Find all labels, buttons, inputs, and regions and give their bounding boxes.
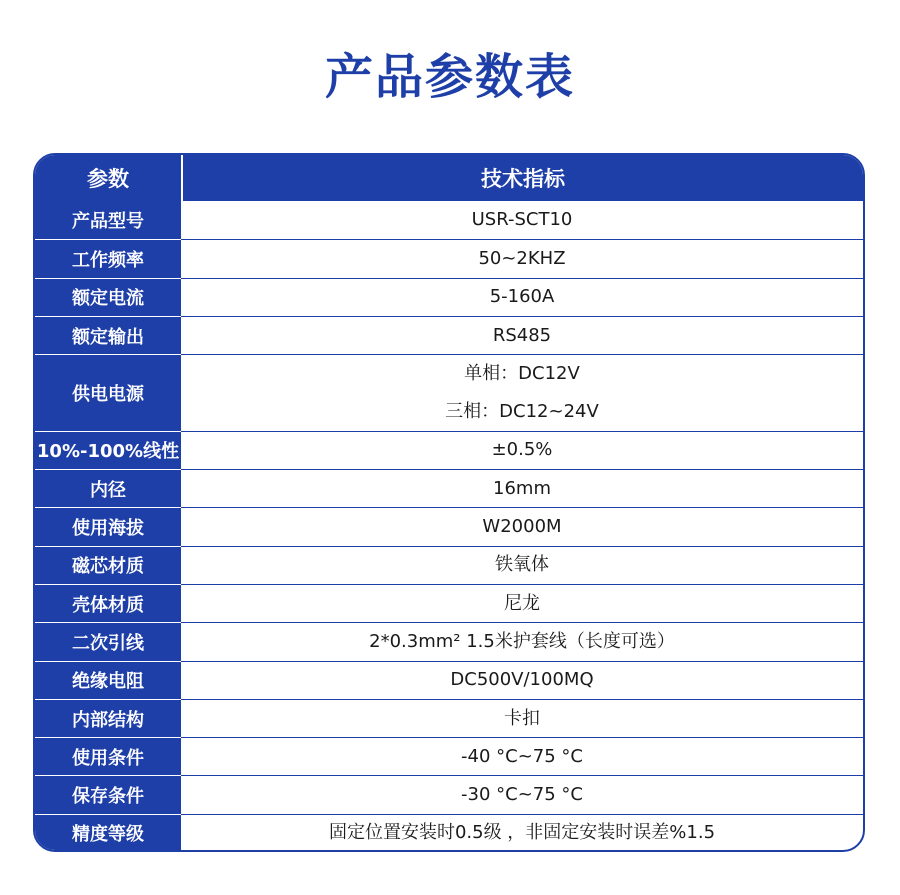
spec-cell bbox=[181, 775, 863, 813]
table-row bbox=[35, 278, 863, 316]
table-row bbox=[35, 775, 863, 813]
spec-line: -40 °C~75 °C bbox=[461, 745, 583, 767]
spec-line: 卡扣 bbox=[504, 707, 540, 729]
spec-line: -30 °C~75 °C bbox=[461, 784, 583, 806]
spec-cell bbox=[181, 622, 863, 660]
spec-cell bbox=[181, 201, 863, 239]
spec-line: 铁氧体 bbox=[495, 554, 549, 576]
param-cell: 保存条件 bbox=[35, 775, 181, 813]
spec-line: 16mm bbox=[493, 477, 551, 499]
param-cell: 额定输出 bbox=[35, 316, 181, 354]
spec-cell bbox=[181, 661, 863, 699]
table-row bbox=[35, 239, 863, 277]
param-cell: 精度等级 bbox=[35, 814, 181, 852]
table-row bbox=[35, 507, 863, 545]
spec-table bbox=[33, 153, 865, 852]
param-cell: 内径 bbox=[35, 469, 181, 507]
spec-line: RS485 bbox=[492, 324, 552, 346]
table-row bbox=[35, 584, 863, 622]
spec-cell bbox=[181, 354, 863, 431]
spec-line: USR-SCT10 bbox=[471, 209, 573, 231]
spec-line: 固定位置安装时0.5级 ，非固定安装时误差%1.5 bbox=[328, 822, 716, 844]
table-row bbox=[35, 354, 863, 431]
table-row bbox=[35, 546, 863, 584]
spec-cell bbox=[181, 546, 863, 584]
param-cell: 二次引线 bbox=[35, 622, 181, 660]
param-cell: 磁芯材质 bbox=[35, 546, 181, 584]
spec-line: 50~2KHZ bbox=[478, 247, 566, 269]
table-row bbox=[35, 699, 863, 737]
table-row bbox=[35, 737, 863, 775]
table-header bbox=[35, 155, 863, 201]
param-cell: 使用海拔 bbox=[35, 507, 181, 545]
spec-cell bbox=[181, 699, 863, 737]
param-cell: 壳体材质 bbox=[35, 584, 181, 622]
spec-cell bbox=[181, 316, 863, 354]
param-cell: 工作频率 bbox=[35, 239, 181, 277]
param-cell: 内部结构 bbox=[35, 699, 181, 737]
spec-cell bbox=[181, 507, 863, 545]
header-spec: 技术指标 bbox=[481, 167, 565, 191]
spec-cell bbox=[181, 278, 863, 316]
param-cell: 10%-100%线性 bbox=[35, 431, 181, 469]
table-body bbox=[35, 201, 863, 852]
table-row bbox=[35, 316, 863, 354]
spec-cell bbox=[181, 737, 863, 775]
param-cell: 产品型号 bbox=[35, 201, 181, 239]
spec-line: 尼龙 bbox=[504, 592, 540, 614]
spec-cell bbox=[181, 239, 863, 277]
spec-line: 2*0.3mm² 1.5米护套线（长度可选） bbox=[369, 630, 675, 652]
spec-line: 三相：DC12~24V bbox=[445, 400, 599, 422]
table-row bbox=[35, 661, 863, 699]
spec-cell bbox=[181, 814, 863, 852]
spec-cell bbox=[181, 584, 863, 622]
spec-cell bbox=[181, 469, 863, 507]
spec-line: 单相：DC12V bbox=[464, 362, 580, 384]
page-title: 产品参数表 bbox=[324, 49, 575, 105]
spec-line: W2000M bbox=[482, 516, 562, 538]
table-row bbox=[35, 622, 863, 660]
spec-cell bbox=[181, 431, 863, 469]
spec-line: 5-160A bbox=[489, 286, 555, 308]
spec-line: ±0.5% bbox=[491, 439, 553, 461]
spec-line: DC500V/100MQ bbox=[450, 669, 594, 691]
table-row bbox=[35, 201, 863, 239]
table-row bbox=[35, 814, 863, 852]
param-cell: 使用条件 bbox=[35, 737, 181, 775]
param-cell: 供电电源 bbox=[35, 354, 181, 431]
header-param: 参数 bbox=[35, 155, 183, 201]
table-row bbox=[35, 469, 863, 507]
param-cell: 绝缘电阻 bbox=[35, 661, 181, 699]
table-row bbox=[35, 431, 863, 469]
param-cell: 额定电流 bbox=[35, 278, 181, 316]
